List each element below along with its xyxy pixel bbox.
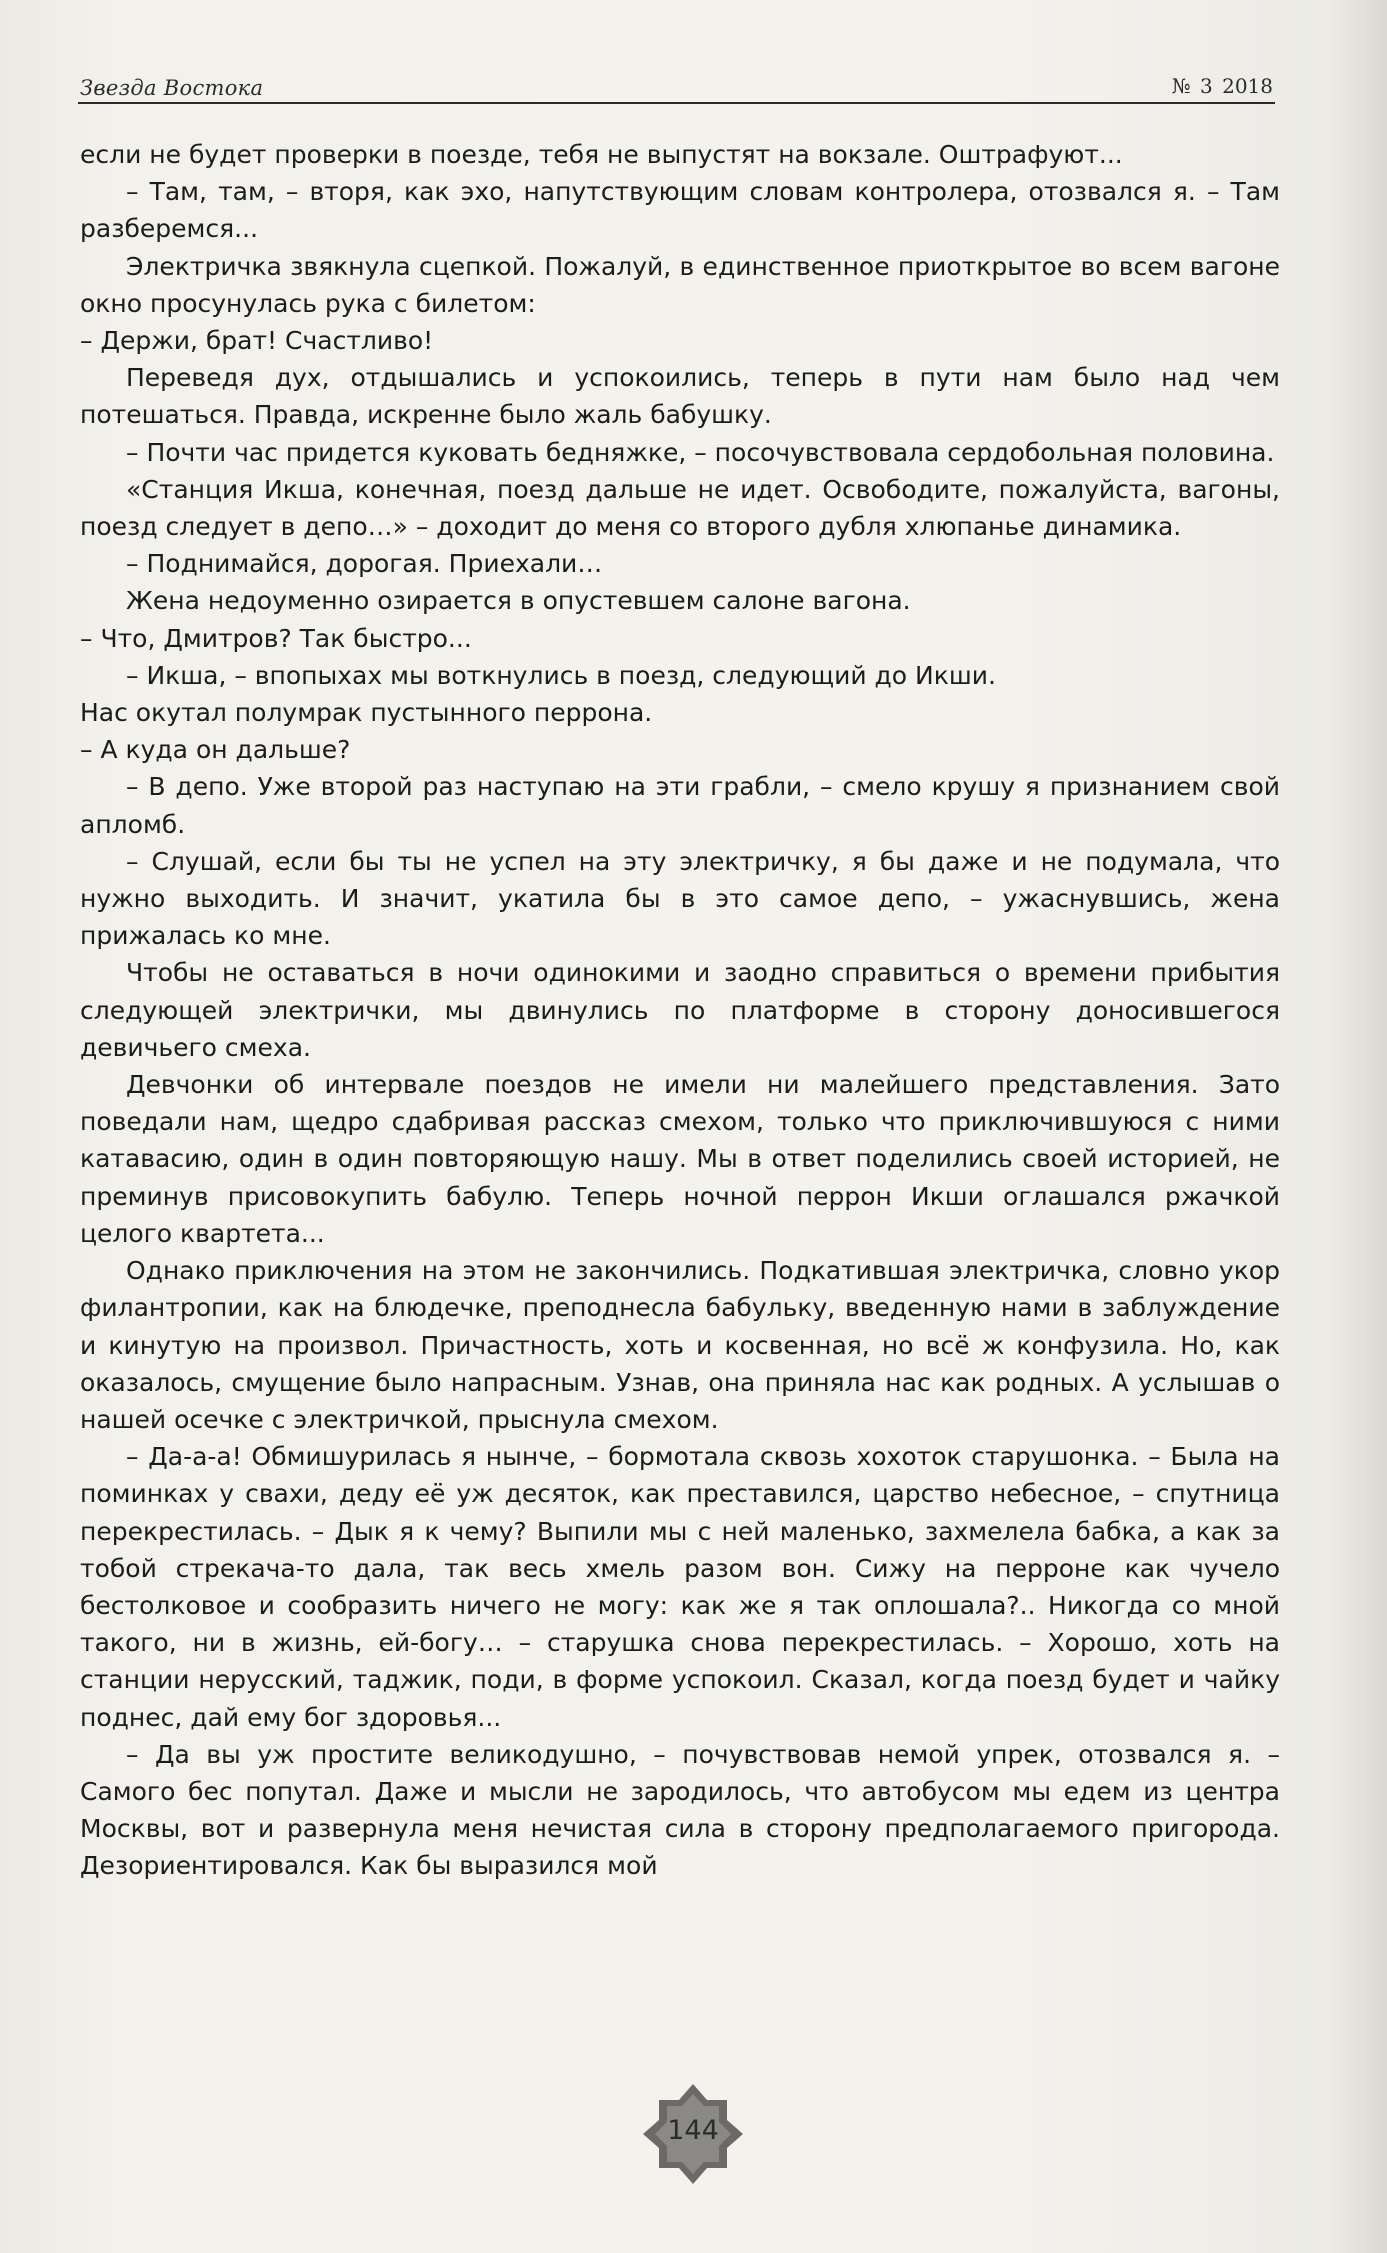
paragraph: – Поднимайся, дорогая. Приехали… bbox=[126, 549, 603, 579]
running-header bbox=[78, 58, 1275, 104]
page-number-badge bbox=[639, 2080, 747, 2188]
paragraph: – Икша, – впопыхах мы воткнулись в поезд, следующий до Икши. bbox=[126, 660, 996, 690]
paragraph: – Что, Дмитров? Так быстро... bbox=[80, 623, 472, 653]
paragraph: Чтобы не оставаться в ночи одинокими и заодно справиться о времени прибытия следующей электрички, мы двинулись по платформе в сторону доносившегося девичьего смеха. bbox=[80, 958, 1280, 1062]
paragraph: – Да-а-а! Обмишурилась я нынче, – бормотала сквозь хохоток старушонка. – Была на поминках у свахи, деду её уж десяток, как преставился, царство небесное, – спутница перекрестилась. – Дык я к чему? Выпили мы с ней маленько, захмелела бабка, а как за тобой стрекача-то дала, так весь хмель разом вон. Сижу на перроне как чучело бестолковое и сообразить ничего не могу: как же я так оплошала?.. Никогда со мной такого, ни в жизнь, ей-богу… – старушка снова перекрестилась. – Хорошо, хоть на станции нерусский, таджик, поди, в форме успокоил. Сказал, когда поезд будет и чайку поднес, дай ему бог здоровья... bbox=[80, 1442, 1280, 1732]
paragraph: – Держи, брат! Счастливо! bbox=[80, 326, 434, 356]
paragraph: Однако приключения на этом не закончились. Подкатившая электричка, словно укор филантропии, как на блюдечке, преподнесла бабульку, введенную нами в заблуждение и кинутую на произвол. Причастность, хоть и косвенная, но всё ж конфузила. Но, как оказалось, смущение было напрасным. Узнав, она приняла нас как родных. А услышав о нашей осечке с электричкой, прыснула смехом. bbox=[80, 1256, 1280, 1434]
body-text bbox=[80, 136, 1280, 1885]
paragraph: – Почти час придется куковать бедняжке, – посочувствовала сердобольная половина. bbox=[126, 437, 1275, 467]
paragraph: Переведя дух, отдышались и успокоились, теперь в пути нам было над чем потешаться. Правда, искренне было жаль бабушку. bbox=[80, 363, 1280, 430]
issue-number: № 3 2018 bbox=[1171, 74, 1273, 98]
page-number: 144 bbox=[667, 2115, 719, 2146]
journal-title: Звезда Востока bbox=[80, 76, 264, 100]
paragraph: Нас окутал полумрак пустынного перрона. bbox=[80, 698, 653, 728]
paragraph: «Станция Икша, конечная, поезд дальше не идет. Освободите, пожалуйста, вагоны, поезд следует в депо…» – доходит до меня со второго дубля хлюпанье динамика. bbox=[80, 474, 1280, 542]
paragraph: – А куда он дальше? bbox=[80, 735, 351, 765]
paragraph: если не будет проверки в поезде, тебя не выпустят на вокзале. Оштрафуют... bbox=[80, 140, 1123, 169]
paragraph: – В депо. Уже второй раз наступаю на эти грабли, – смело крушу я признанием свой апломб. bbox=[80, 772, 1280, 839]
paragraph: – Слушай, если бы ты не успел на эту электричку, я бы даже и не подумала, что нужно выходить. И значит, укатила бы в это самое депо, – ужаснувшись, жена прижалась ко мне. bbox=[80, 846, 1280, 951]
paragraph: – Там, там, – вторя, как эхо, напутствующим словам контролера, отозвался я. – Там разберемся... bbox=[80, 177, 1280, 244]
paragraph: Девчонки об интервале поездов не имели ни малейшего представления. Зато поведали нам, щедро сдабривая рассказ смехом, только что приключившуюся с ними катавасию, один в один повторяющую нашу. Мы в ответ поделились своей историей, не преминув присовокупить бабулю. Теперь ночной перрон Икши оглашался ржачкой целого квартета... bbox=[80, 1070, 1280, 1248]
paragraph: Электричка звякнула сцепкой. Пожалуй, в единственное приоткрытое во всем вагоне окно просунулась рука с билетом: bbox=[80, 251, 1280, 318]
paragraph: Жена недоуменно озирается в опустевшем салоне вагона. bbox=[126, 586, 911, 616]
paragraph: – Да вы уж простите великодушно, – почувствовав немой упрек, отозвался я. – Самого бес попутал. Даже и мысли не зародилось, что автобусом мы едем из центра Москвы, вот и развернула меня нечистая сила в сторону предполагаемого пригорода. Дезориентировался. Как бы выразился мой bbox=[80, 1739, 1280, 1881]
